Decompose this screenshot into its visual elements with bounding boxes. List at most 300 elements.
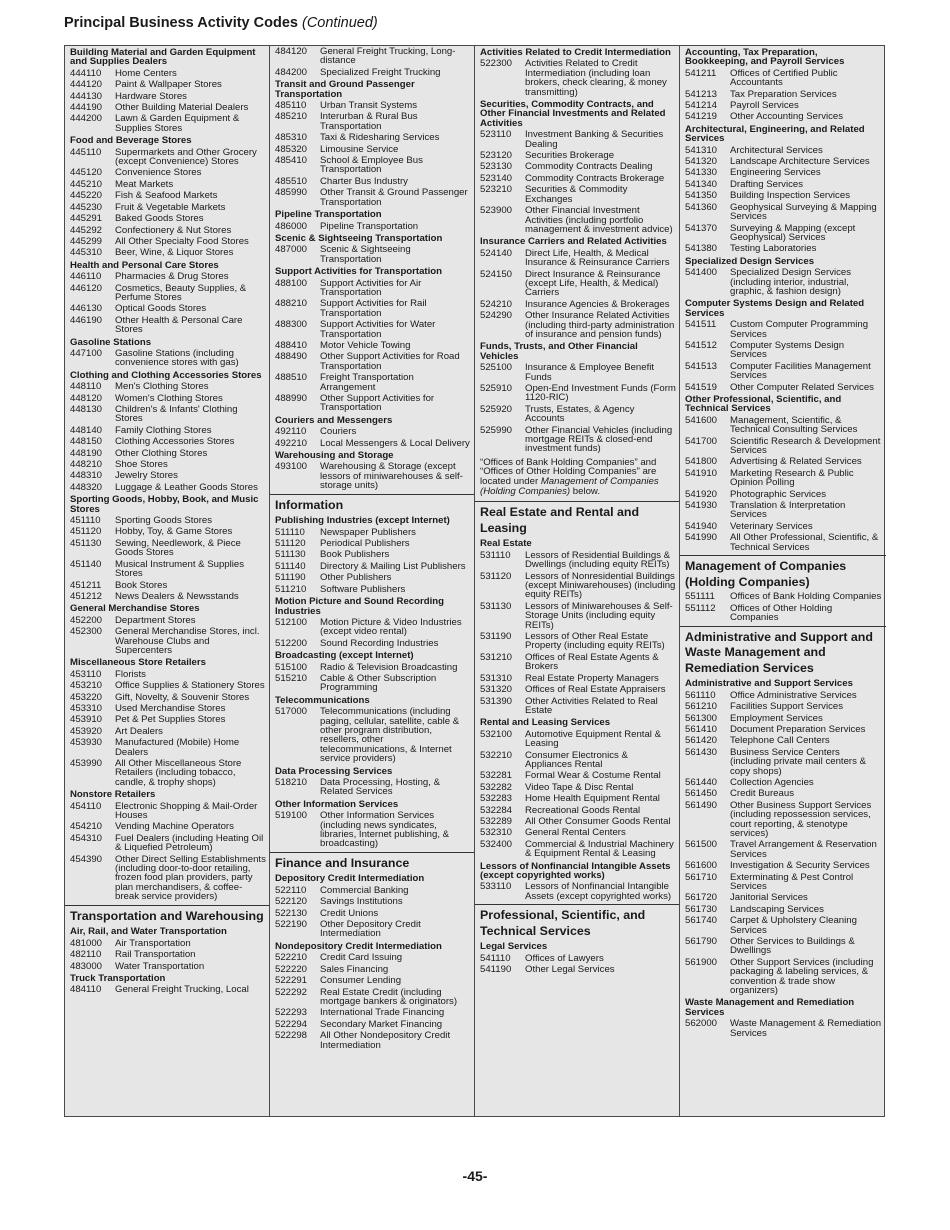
- code-row: [65, 821, 269, 832]
- activity-description: School & Employee Bus Transportation: [320, 155, 423, 176]
- activity-description: Other Business Support Services (including repossession services, court reporting, & stenotype services): [730, 799, 872, 839]
- code-row: [270, 176, 474, 187]
- code-row: [65, 236, 269, 247]
- activity-description: Couriers: [320, 426, 357, 438]
- code-row: [680, 800, 886, 840]
- code-row: [475, 652, 679, 673]
- subsection-heading: Rental and Leasing Services: [480, 717, 611, 729]
- code-row: [680, 724, 886, 735]
- activity-code: 492210: [275, 437, 308, 449]
- code-row: [65, 436, 269, 447]
- activity-description: Computer Systems Design Services: [730, 339, 845, 361]
- code-row: [65, 225, 269, 236]
- activity-code: 511210: [275, 583, 307, 595]
- code-row: [65, 833, 269, 854]
- activity-description: All Other Professional, Scientific, & Technical Services: [730, 532, 879, 553]
- activity-description: Document Preparation Services: [730, 723, 866, 735]
- subsection-heading: Nonstore Retailers: [70, 789, 156, 801]
- activity-code: 454110: [70, 800, 102, 812]
- activity-code: 561450: [685, 788, 718, 800]
- code-row: [680, 713, 886, 724]
- activity-code: 446110: [70, 271, 102, 283]
- activity-code: 515210: [275, 672, 308, 684]
- activity-code: 444200: [70, 113, 103, 125]
- activity-description: All Other Consumer Goods Rental: [525, 815, 671, 827]
- code-row: [270, 1030, 474, 1051]
- code-row: [475, 673, 679, 684]
- activity-code: 561710: [685, 871, 718, 883]
- activity-description: International Trade Financing: [320, 1007, 445, 1019]
- code-row: [680, 500, 886, 521]
- activity-code: 532400: [480, 838, 513, 850]
- activity-description: Secondary Market Financing: [320, 1018, 443, 1030]
- activity-code: 485110: [275, 100, 307, 112]
- holding-companies-note: [475, 455, 679, 499]
- subsection-heading: Transit and Ground Passenger Transportation: [275, 79, 415, 100]
- code-row: [270, 111, 474, 132]
- activity-code: 541370: [685, 222, 718, 234]
- code-row: [270, 155, 474, 176]
- code-row: [270, 221, 474, 232]
- activity-code: 519100: [275, 810, 308, 822]
- code-row: [65, 247, 269, 258]
- activity-code: 453210: [70, 680, 103, 692]
- subsection-heading: Scenic & Sightseeing Transportation: [275, 232, 443, 244]
- code-row: [270, 278, 474, 299]
- activity-description: Other Depository Credit Intermediation: [320, 919, 421, 940]
- code-row: [680, 936, 886, 957]
- activity-code: 551111: [685, 591, 715, 603]
- activity-code: 488510: [275, 372, 308, 384]
- activity-code: 531120: [480, 570, 512, 582]
- subsection-heading: Couriers and Messengers: [275, 414, 393, 426]
- activity-description: Vending Machine Operators: [115, 821, 234, 833]
- activity-description: Sales Financing: [320, 963, 389, 975]
- activity-code: 454390: [70, 853, 103, 865]
- activity-description: Savings Institutions: [320, 896, 403, 908]
- activity-description: Lessors of Residential Buildings & Dwellings (including equity REITs): [525, 549, 671, 571]
- code-row: [65, 459, 269, 470]
- activity-description: Lessors of Other Real Estate Property (including equity REITs): [525, 631, 665, 652]
- activity-code: 561490: [685, 799, 718, 811]
- activity-description: Real Estate Credit (including mortgage bankers & originators): [320, 986, 458, 1007]
- activity-description: Art Dealers: [115, 725, 163, 737]
- activity-code: 531310: [480, 672, 513, 684]
- subsection-heading: Data Processing Services: [275, 765, 393, 777]
- code-row: [475, 425, 679, 455]
- activity-code: 444130: [70, 90, 103, 102]
- activity-code: 485410: [275, 155, 308, 167]
- activity-code: 531130: [480, 600, 512, 612]
- activity-description: Specialized Design Services (including interior, industrial, graphic, & fashion design): [730, 267, 852, 297]
- activity-code: 451120: [70, 526, 102, 538]
- activity-code: 541800: [685, 456, 718, 468]
- code-row: [270, 810, 474, 850]
- code-row: [680, 156, 886, 167]
- activity-code: 541519: [685, 381, 718, 393]
- activity-code: 445120: [70, 167, 103, 179]
- code-row: [270, 46, 474, 67]
- code-row: [475, 550, 679, 571]
- activity-description: Book Publishers: [320, 549, 390, 561]
- activity-code: 525990: [480, 424, 513, 436]
- activity-code: 453990: [70, 758, 103, 769]
- code-row: [65, 692, 269, 703]
- code-row: [270, 1007, 474, 1018]
- activity-description: Warehousing & Storage (except lessors of miniwarehouses & self-storage units): [320, 461, 463, 492]
- code-row: [475, 816, 679, 827]
- subsection-heading: Broadcasting (except Internet): [275, 650, 414, 662]
- code-row: [65, 68, 269, 79]
- subsection-heading: Other Professional, Scientific, and Technical Services: [685, 394, 842, 415]
- activity-code: 451130: [70, 537, 102, 549]
- activity-description: Sound Recording Industries: [320, 637, 439, 649]
- activity-description: All Other Specialty Food Stores: [115, 235, 249, 247]
- activity-description: Other Publishers: [320, 572, 392, 584]
- activity-code: 561210: [685, 701, 718, 713]
- activity-code: 541910: [685, 467, 718, 479]
- code-row: [680, 190, 886, 201]
- activity-code: 453910: [70, 714, 103, 726]
- code-row: [65, 714, 269, 725]
- activity-code: 452200: [70, 614, 103, 626]
- activity-description: Hobby, Toy, & Game Stores: [115, 526, 233, 538]
- code-row: [475, 631, 679, 652]
- activity-description: Other Accounting Services: [730, 111, 844, 123]
- continued-label: (Continued): [302, 15, 378, 31]
- activity-code: 485990: [275, 187, 308, 199]
- activity-description: Department Stores: [115, 614, 196, 626]
- activity-description: Other Clothing Stores: [115, 447, 208, 459]
- activity-description: Radio & Television Broadcasting: [320, 661, 458, 673]
- activity-code: 488990: [275, 393, 308, 404]
- code-row: [65, 801, 269, 822]
- code-row: [475, 770, 679, 781]
- code-row: [65, 303, 269, 314]
- code-row: [65, 591, 269, 602]
- section-heading: Real Estate and Rental and Leasing: [475, 501, 679, 537]
- codes-table: [64, 45, 885, 1117]
- activity-description: Scenic & Sightseeing Transportation: [320, 244, 411, 265]
- activity-description: Custom Computer Programming Services: [730, 319, 869, 340]
- code-row: [475, 404, 679, 425]
- activity-description: Marketing Research & Public Opinion Polling: [730, 467, 854, 489]
- activity-description: Securities & Commodity Exchanges: [525, 184, 628, 205]
- code-row: [270, 393, 474, 414]
- code-row: [65, 381, 269, 392]
- code-row: [680, 111, 886, 122]
- code-row: [65, 538, 269, 559]
- code-row: [65, 448, 269, 459]
- activity-code: 541350: [685, 190, 718, 202]
- code-row: [680, 735, 886, 746]
- activity-code: 511140: [275, 560, 306, 572]
- code-row: [475, 782, 679, 793]
- section-heading: Management of Companies (Holding Companies): [680, 555, 886, 591]
- activity-code: 523120: [480, 150, 513, 162]
- code-row: [475, 793, 679, 804]
- code-row: [680, 860, 886, 871]
- code-row: [680, 788, 886, 799]
- activity-description: Luggage & Leather Goods Stores: [115, 481, 258, 493]
- activity-description: Video Tape & Disc Rental: [525, 781, 634, 793]
- subsection-heading: Waste Management and Remediation Services: [685, 997, 855, 1018]
- subsection-heading: Miscellaneous Store Retailers: [70, 657, 206, 669]
- activity-description: Automotive Equipment Rental & Leasing: [525, 728, 661, 750]
- section-heading: Professional, Scientific, and Technical Services: [475, 904, 679, 940]
- activity-description: Children's & Infants' Clothing Stores: [115, 404, 238, 425]
- code-row: [680, 382, 886, 393]
- activity-description: Geophysical Surveying & Mapping Services: [730, 201, 877, 223]
- activity-description: Software Publishers: [320, 583, 406, 595]
- activity-code: 541219: [685, 111, 718, 123]
- code-row: [65, 758, 269, 788]
- subsection-heading: Clothing and Clothing Accessories Stores: [70, 369, 262, 381]
- activity-description: Men's Clothing Stores: [115, 381, 209, 393]
- code-row: [65, 680, 269, 691]
- code-row: [65, 854, 269, 903]
- subsection-heading: Depository Credit Intermediation: [275, 873, 425, 885]
- activity-code: 522220: [275, 963, 308, 975]
- section-heading: Finance and Insurance: [270, 852, 474, 873]
- code-row: [475, 129, 679, 150]
- code-row: [65, 938, 269, 949]
- activity-description: Activities Related to Credit Intermediation (including loan brokers, check clearing, & money transmitting): [525, 58, 667, 98]
- activity-code: 445230: [70, 201, 103, 213]
- activity-code: 481000: [70, 937, 103, 949]
- activity-description: Women's Clothing Stores: [115, 392, 223, 404]
- activity-description: Office Supplies & Stationery Stores: [115, 680, 265, 692]
- code-row: [65, 202, 269, 213]
- activity-description: Other Legal Services: [525, 964, 615, 976]
- activity-description: Urban Transit Systems: [320, 100, 418, 112]
- activity-description: Freight Transportation Arrangement: [320, 372, 414, 393]
- activity-description: Fish & Seafood Markets: [115, 190, 218, 202]
- activity-description: Engineering Services: [730, 167, 821, 179]
- page-number: -45-: [462, 1168, 488, 1184]
- code-row: [270, 952, 474, 963]
- code-row: [65, 147, 269, 168]
- activity-description: Insurance & Employee Benefit Funds: [525, 362, 655, 383]
- code-row: [65, 348, 269, 369]
- activity-description: Commercial & Industrial Machinery & Equipment Rental & Leasing: [525, 838, 674, 860]
- activity-code: 561430: [685, 746, 718, 758]
- code-row: [475, 750, 679, 771]
- activity-code: 454210: [70, 821, 103, 833]
- activity-description: Sporting Goods Stores: [115, 515, 213, 527]
- activity-description: Commodity Contracts Brokerage: [525, 172, 665, 184]
- page-title: [64, 15, 378, 31]
- activity-description: Lessors of Nonfinancial Intangible Assets (except copyrighted works): [525, 881, 672, 902]
- page-title-text: Principal Business Activity Codes: [64, 15, 298, 31]
- note-text-end: below.: [570, 485, 600, 497]
- code-row: [680, 915, 886, 936]
- code-row: [270, 885, 474, 896]
- code-row: [65, 179, 269, 190]
- activity-code: 512100: [275, 616, 308, 628]
- activity-description: Other Financial Investment Activities (including portfolio management & investment advice): [525, 205, 673, 235]
- code-row: [65, 669, 269, 680]
- activity-code: 524290: [480, 310, 513, 322]
- code-row: [475, 299, 679, 310]
- subsection-heading: Building Material and Garden Equipment and Supplies Dealers: [70, 47, 256, 68]
- activity-description: Architectural Services: [730, 144, 823, 156]
- activity-code: 485320: [275, 143, 308, 155]
- subsection-heading: Funds, Trusts, and Other Financial Vehicles: [480, 341, 638, 362]
- subsection-heading: Architectural, Engineering, and Related Services: [685, 123, 865, 145]
- activity-code: 483000: [70, 960, 103, 972]
- activity-code: 511110: [275, 526, 305, 538]
- activity-description: Drafting Services: [730, 178, 804, 190]
- activity-code: 522130: [275, 907, 308, 919]
- subsection-heading: Gasoline Stations: [70, 336, 152, 348]
- code-row: [65, 91, 269, 102]
- code-row: [475, 953, 679, 964]
- activity-description: Taxi & Ridesharing Services: [320, 132, 440, 144]
- activity-description: Formal Wear & Costume Rental: [525, 770, 661, 782]
- activity-description: Other Insurance Related Activities (including third-party administration of insurance and pension funds): [525, 310, 675, 340]
- activity-description: Data Processing, Hosting, & Related Services: [320, 777, 440, 798]
- activity-code: 561730: [685, 903, 718, 915]
- activity-description: Waste Management & Remediation Services: [730, 1018, 882, 1039]
- code-row: [270, 438, 474, 449]
- code-row: [680, 591, 886, 602]
- activity-code: 532310: [480, 827, 513, 839]
- subsection-heading: Other Information Services: [275, 798, 399, 810]
- subsection-heading: Publishing Industries (except Internet): [275, 515, 450, 527]
- activity-code: 531190: [480, 631, 512, 643]
- code-row: [270, 67, 474, 78]
- activity-code: 522292: [275, 986, 308, 998]
- activity-code: 541340: [685, 178, 718, 190]
- activity-description: Supermarkets and Other Grocery (except Convenience) Stores: [115, 146, 257, 168]
- activity-description: Other Activities Related to Real Estate: [525, 695, 658, 716]
- code-row: [270, 964, 474, 975]
- subsection-heading: Nondepository Credit Intermediation: [275, 940, 442, 952]
- activity-description: Testing Laboratories: [730, 243, 817, 255]
- activity-code: 445220: [70, 190, 103, 202]
- subsection-heading: Accounting, Tax Preparation, Bookkeeping, and Payroll Services: [685, 47, 845, 68]
- activity-code: 484120: [275, 46, 308, 57]
- activity-code: 532100: [480, 728, 513, 740]
- code-row: [270, 896, 474, 907]
- activity-code: 523110: [480, 129, 512, 141]
- code-row: [680, 872, 886, 893]
- activity-description: Gift, Novelty, & Souvenir Stores: [115, 691, 250, 703]
- code-row: [680, 904, 886, 915]
- activity-description: Securities Brokerage: [525, 150, 615, 162]
- activity-description: Other Financial Vehicles (including mortgage REITs & closed-end investment funds): [525, 424, 673, 455]
- activity-description: Tax Preparation Services: [730, 88, 837, 100]
- activity-description: General Merchandise Stores, incl. Warehouse Clubs and Supercenters: [115, 626, 260, 656]
- activity-description: Advertising & Related Services: [730, 456, 862, 468]
- code-row: [680, 690, 886, 701]
- code-row: [270, 638, 474, 649]
- activity-description: Support Activities for Rail Transportation: [320, 298, 427, 319]
- code-row: [680, 489, 886, 500]
- activity-description: Book Stores: [115, 579, 168, 591]
- subsection-heading: Lessors of Nonfinancial Intangible Assets (except copyrighted works): [480, 860, 671, 881]
- activity-description: Lessors of Nonresidential Buildings (except Miniwarehouses) (including equity REITs): [525, 570, 676, 601]
- code-row: [270, 340, 474, 351]
- activity-code: 445299: [70, 235, 103, 247]
- code-row: [680, 521, 886, 532]
- subsection-heading: Specialized Design Services: [685, 255, 815, 267]
- section-heading: Transportation and Warehousing: [65, 905, 269, 926]
- section-heading: Administrative and Support and Waste Management and Remediation Services: [680, 626, 886, 678]
- subsection-heading: Food and Beverage Stores: [70, 135, 192, 147]
- activity-code: 541930: [685, 500, 718, 512]
- code-row: [475, 964, 679, 975]
- activity-code: 524210: [480, 298, 513, 310]
- activity-code: 444190: [70, 102, 103, 114]
- activity-code: 561720: [685, 892, 718, 904]
- activity-code: 541360: [685, 201, 718, 213]
- code-row: [270, 244, 474, 265]
- activity-description: Interurban & Rural Bus Transportation: [320, 111, 418, 132]
- code-row: [680, 89, 886, 100]
- section-heading: Information: [270, 494, 474, 515]
- activity-code: 541513: [685, 360, 718, 372]
- code-row: [680, 243, 886, 254]
- activity-code: 453310: [70, 702, 103, 714]
- activity-code: 523130: [480, 161, 513, 173]
- code-row: [680, 202, 886, 223]
- code-row: [65, 949, 269, 960]
- activity-code: 522291: [275, 975, 308, 987]
- activity-description: Direct Insurance & Reinsurance (except Life, Health, & Medical) Carriers: [525, 268, 661, 299]
- activity-code: 482110: [70, 949, 102, 961]
- activity-code: 541213: [685, 88, 718, 100]
- activity-code: 447100: [70, 347, 103, 359]
- activity-description: Fuel Dealers (including Heating Oil & Liquefied Petroleum): [115, 832, 264, 854]
- activity-description: Limousine Service: [320, 143, 399, 155]
- code-row: [270, 908, 474, 919]
- code-row: [65, 190, 269, 201]
- activity-code: 561600: [685, 860, 718, 872]
- activity-code: 485510: [275, 175, 308, 187]
- code-row: [680, 267, 886, 297]
- activity-code: 445292: [70, 224, 103, 236]
- code-row: [65, 984, 269, 995]
- activity-description: Employment Services: [730, 712, 823, 724]
- code-row: [475, 729, 679, 750]
- activity-code: 551112: [685, 602, 716, 614]
- activity-description: Scientific Research & Development Services: [730, 435, 881, 457]
- activity-code: 561900: [685, 956, 718, 968]
- activity-description: Beer, Wine, & Liquor Stores: [115, 247, 234, 259]
- code-row: [65, 167, 269, 178]
- activity-description: Building Inspection Services: [730, 190, 850, 202]
- activity-code: 448210: [70, 459, 103, 471]
- activity-code: 541211: [685, 67, 717, 79]
- activity-code: 487000: [275, 244, 308, 256]
- activity-code: 448120: [70, 392, 103, 404]
- activity-code: 562000: [685, 1018, 718, 1030]
- activity-description: Newspaper Publishers: [320, 526, 416, 538]
- activity-description: Electronic Shopping & Mail-Order Houses: [115, 800, 258, 822]
- subsection-heading: Real Estate: [480, 538, 532, 550]
- activity-code: 522210: [275, 952, 308, 964]
- code-row: [270, 298, 474, 319]
- activity-code: 532281: [480, 770, 513, 782]
- code-row: [680, 603, 886, 624]
- code-row: [270, 144, 474, 155]
- activity-description: Directory & Mailing List Publishers: [320, 560, 466, 572]
- activity-code: 522190: [275, 919, 308, 931]
- activity-description: Facilities Support Services: [730, 701, 844, 713]
- code-row: [65, 315, 269, 336]
